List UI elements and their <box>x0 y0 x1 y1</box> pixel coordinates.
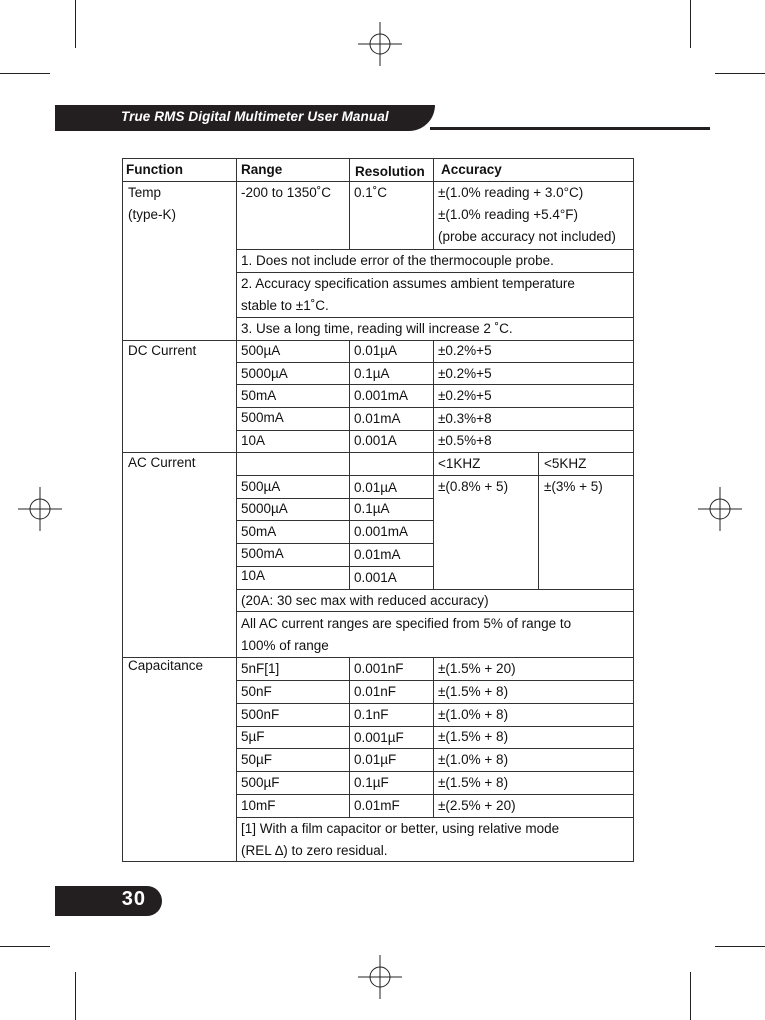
cap-accuracy: ±(1.5% + 8) <box>438 729 509 744</box>
crop-mark <box>715 73 765 74</box>
ac-accuracy-1khz: ±(0.8% + 5) <box>438 479 509 494</box>
cap-range: 5nF[1] <box>241 661 280 676</box>
table-border <box>633 158 634 862</box>
ac-resolution: 0.01µA <box>354 480 398 495</box>
ac-freq-1khz: <1KHZ <box>438 456 481 471</box>
temp-note-2b: stable to ±1˚C. <box>241 298 329 313</box>
ac-resolution: 0.001A <box>354 570 397 585</box>
dc-resolution: 0.01µA <box>354 343 398 358</box>
registration-mark-icon <box>698 487 742 531</box>
dc-resolution: 0.001A <box>354 433 397 448</box>
cap-note-1: [1] With a film capacitor or better, using relative mode <box>241 821 560 836</box>
table-border <box>122 158 634 159</box>
row-divider <box>236 748 634 749</box>
registration-mark-icon <box>358 955 402 999</box>
function-temp: Temp <box>128 185 162 200</box>
ac-freq-5khz: <5KHZ <box>544 456 587 471</box>
header-resolution: Resolution <box>355 164 425 179</box>
temp-note-2: 2. Accuracy specification assumes ambient temperature <box>241 276 575 291</box>
cap-accuracy: ±(1.0% + 8) <box>438 707 509 722</box>
temp-accuracy-2: ±(1.0% reading +5.4°F) <box>438 207 579 222</box>
row-divider <box>236 771 634 772</box>
function-dc-current: DC Current <box>128 343 197 358</box>
temp-note-1: 1. Does not include error of the thermocouple probe. <box>241 253 554 268</box>
header-function: Function <box>126 162 183 177</box>
ac-resolution: 0.001mA <box>354 524 409 539</box>
cap-accuracy: ±(2.5% + 20) <box>438 798 516 813</box>
column-divider <box>433 657 434 817</box>
ac-range: 500µA <box>241 479 281 494</box>
cap-range: 500µF <box>241 775 280 790</box>
column-divider <box>538 452 539 589</box>
dc-range: 50mA <box>241 388 277 403</box>
table-border <box>122 158 123 862</box>
cap-range: 10mF <box>241 798 276 813</box>
cap-resolution: 0.1µF <box>354 775 389 790</box>
row-divider <box>236 384 634 385</box>
cap-range: 5µF <box>241 729 265 744</box>
cap-range: 50µF <box>241 752 273 767</box>
column-divider <box>349 158 350 249</box>
row-divider <box>236 362 634 363</box>
header-rule <box>430 127 710 130</box>
ac-note-2b: 100% of range <box>241 638 329 653</box>
ac-range: 10A <box>241 568 266 583</box>
temp-range: -200 to 1350˚C <box>241 185 332 200</box>
dc-accuracy: ±0.2%+5 <box>438 343 492 358</box>
dc-accuracy: ±0.3%+8 <box>438 411 492 426</box>
page-number: 30 <box>121 888 146 910</box>
page-number-badge <box>55 886 162 916</box>
ac-accuracy-5khz: ±(3% + 5) <box>544 479 603 494</box>
column-divider <box>236 158 237 862</box>
cap-accuracy: ±(1.5% + 8) <box>438 775 509 790</box>
function-capacitance: Capacitance <box>128 658 204 673</box>
row-divider <box>236 794 634 795</box>
page-header <box>55 105 710 131</box>
cap-resolution: 0.01µF <box>354 752 397 767</box>
cap-accuracy: ±(1.0% + 8) <box>438 752 509 767</box>
cap-resolution: 0.001nF <box>354 661 404 676</box>
row-divider <box>236 407 634 408</box>
dc-range: 500mA <box>241 410 284 425</box>
ac-range: 500mA <box>241 546 284 561</box>
cap-accuracy: ±(1.5% + 20) <box>438 661 516 676</box>
ac-range: 5000µA <box>241 501 288 516</box>
crop-mark <box>690 972 691 1020</box>
row-divider <box>236 726 634 727</box>
function-temp-sub: (type-K) <box>128 207 177 222</box>
dc-range: 500µA <box>241 343 281 358</box>
temp-accuracy-1: ±(1.0% reading + 3.0°C) <box>438 185 584 200</box>
dc-range: 5000µA <box>241 366 288 381</box>
column-divider <box>349 340 350 589</box>
crop-mark <box>75 0 76 48</box>
ac-note-1: (20A: 30 sec max with reduced accuracy) <box>241 593 489 608</box>
cap-range: 50nF <box>241 684 272 699</box>
dc-accuracy: ±0.2%+5 <box>438 388 492 403</box>
cap-resolution: 0.001µF <box>354 730 404 745</box>
function-ac-current: AC Current <box>128 455 196 470</box>
temp-accuracy-3: (probe accuracy not included) <box>438 229 616 244</box>
crop-mark <box>0 946 50 947</box>
row-divider <box>236 566 434 567</box>
column-divider <box>433 158 434 249</box>
ac-note-2: All AC current ranges are specified from 5% of range to <box>241 616 572 631</box>
cap-resolution: 0.1nF <box>354 707 389 722</box>
dc-accuracy: ±0.5%+8 <box>438 433 492 448</box>
cap-accuracy: ±(1.5% + 8) <box>438 684 509 699</box>
row-divider <box>236 703 634 704</box>
column-divider <box>349 657 350 817</box>
ac-range: 50mA <box>241 524 277 539</box>
dc-resolution: 0.001mA <box>354 388 409 403</box>
cap-note-2: (REL ∆) to zero residual. <box>241 843 388 858</box>
row-divider <box>236 430 634 431</box>
cap-resolution: 0.01nF <box>354 684 397 699</box>
ac-resolution: 0.1µA <box>354 501 390 516</box>
dc-resolution: 0.1µA <box>354 366 390 381</box>
dc-range: 10A <box>241 433 266 448</box>
crop-mark <box>715 946 765 947</box>
row-divider <box>236 680 634 681</box>
crop-mark <box>0 73 50 74</box>
registration-mark-icon <box>18 487 62 531</box>
header-accuracy: Accuracy <box>441 162 502 177</box>
cap-resolution: 0.01mF <box>354 798 400 813</box>
crop-mark <box>75 972 76 1020</box>
column-divider <box>433 340 434 589</box>
header-title: True RMS Digital Multimeter User Manual <box>121 109 389 124</box>
temp-resolution: 0.1˚C <box>354 185 388 200</box>
ac-resolution: 0.01mA <box>354 547 401 562</box>
temp-note-3: 3. Use a long time, reading will increase 2 ˚C. <box>241 321 513 336</box>
registration-mark-icon <box>358 22 402 66</box>
crop-mark <box>690 0 691 48</box>
dc-resolution: 0.01mA <box>354 411 401 426</box>
dc-accuracy: ±0.2%+5 <box>438 366 492 381</box>
header-range: Range <box>241 162 283 177</box>
cap-range: 500nF <box>241 707 280 722</box>
